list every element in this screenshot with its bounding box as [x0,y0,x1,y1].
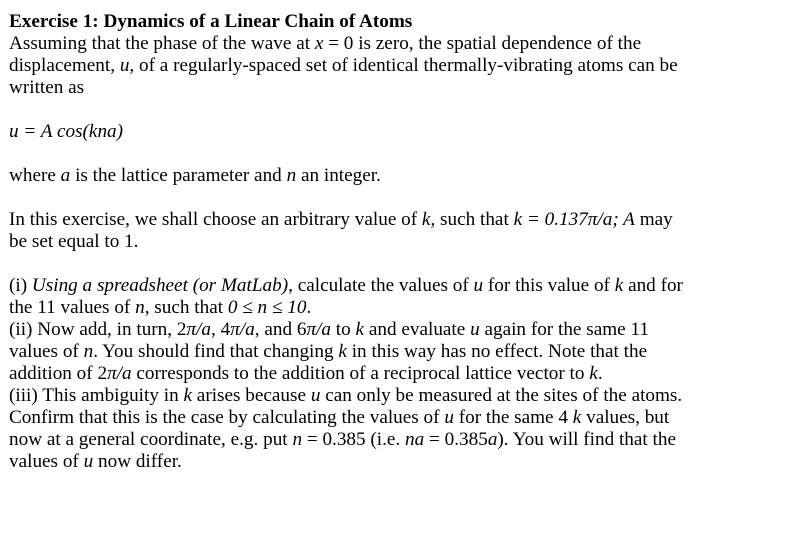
exercise-document [9,11,803,473]
blank-line [9,253,803,275]
text-run: and evaluate [364,319,471,340]
text-run: . [597,363,603,384]
math-var: k [572,407,582,428]
exercise-title: Exercise 1: Dynamics of a Linear Chain of Atoms [9,11,413,32]
text-run: . [306,297,312,318]
text-run: = 0 is zero, the spatial dependence of the [323,33,642,54]
blank-line [9,187,803,209]
text-run: ). You will find that the [497,429,676,450]
text-run: to [331,319,356,340]
text-run: values, but [581,407,670,428]
text-run: and for [623,275,683,296]
math-var: u [310,385,321,406]
text-run: corresponds to the addition of a reciprocal lattice vector to [131,363,590,384]
math-var: n [286,165,297,186]
text-run: , calculate the values of [288,275,474,296]
part-i-line-2 [9,297,803,319]
text-run: can only be measured at the sites of the atoms. [320,385,683,406]
part-i-line-1 [9,275,803,297]
math-var: n [83,341,94,362]
text-run: Assuming that the phase of the wave at [9,33,315,54]
text-run: , 4 [211,319,231,340]
intro-line-1 [9,33,803,55]
part-ii-line-1 [9,319,803,341]
math-var: u [444,407,454,428]
text-run: the 11 values of [9,297,136,318]
lattice-definition-line [9,165,803,187]
math-var: k [421,209,431,230]
math-var: k [338,341,347,362]
part-iii-line-1 [9,385,803,407]
part-iii-line-4 [9,451,803,473]
math-var: na [405,429,425,450]
text-run: . You should find that changing [93,341,339,362]
text-run: where [9,165,61,186]
part-ii-line-2 [9,341,803,363]
text-run: (iii) This ambiguity in [9,385,184,406]
text-run: , of a regularly-spaced set of identical thermally-vibrating atoms can be [129,55,678,76]
part-iii-line-2 [9,407,803,429]
text-run: In this exercise, we shall choose an arbitrary value of [9,209,422,230]
math-expression: π/a [107,363,132,384]
text-run: may [634,209,673,230]
math-var: u [119,55,130,76]
text-run: (ii) Now add, in turn, 2 [9,319,187,340]
choice-line-2: be set equal to 1. [9,231,139,252]
intro-line-3: written as [9,77,85,98]
intro-line-2 [9,55,803,77]
math-var: k [614,275,624,296]
math-var: k [355,319,365,340]
text-run: for this value of [483,275,615,296]
math-var: u [83,451,94,472]
math-expression: k = 0.137π/a; A [513,209,635,230]
part-ii-line-3 [9,363,803,385]
text-run: an integer. [296,165,381,186]
math-var: k [183,385,192,406]
blank-line [9,99,803,121]
text-run: for the same 4 [453,407,573,428]
part-iii-line-3 [9,429,803,451]
text-run: addition of 2 [9,363,108,384]
math-var: a [60,165,71,186]
text-run: = 0.385 [424,429,488,450]
math-var: x [314,33,324,54]
text-run: = 0.385 (i.e. [302,429,406,450]
emphasis-text: Using a spreadsheet (or MatLab) [31,275,289,296]
math-expression: 0 ≤ n ≤ 10 [227,297,307,318]
math-expression: π/a [230,319,255,340]
math-var: u [473,275,484,296]
text-run: now at a general coordinate, e.g. put [9,429,293,450]
text-run: arises because [192,385,311,406]
math-expression: π/a [306,319,331,340]
text-run: again for the same 11 [479,319,649,340]
text-run: (i) [9,275,32,296]
blank-line [9,143,803,165]
math-expression: π/a [186,319,212,340]
displacement-equation: u = A cos(kna) [9,121,124,142]
choice-line-1 [9,209,803,231]
text-run: now differ. [93,451,182,472]
text-run: , such that [144,297,228,318]
math-var: k [589,363,598,384]
math-var: n [135,297,145,318]
math-var: u [470,319,480,340]
text-run: in this way has no effect. Note that the [346,341,648,362]
math-var: n [292,429,303,450]
text-run: , and 6 [254,319,307,340]
text-run: displacement, [9,55,120,76]
text-run: values of [9,451,84,472]
math-var: a [487,429,498,450]
text-run: values of [9,341,84,362]
text-run: Confirm that this is the case by calculating the values of [9,407,445,428]
text-run: is the lattice parameter and [70,165,287,186]
text-run: , such that [430,209,514,230]
